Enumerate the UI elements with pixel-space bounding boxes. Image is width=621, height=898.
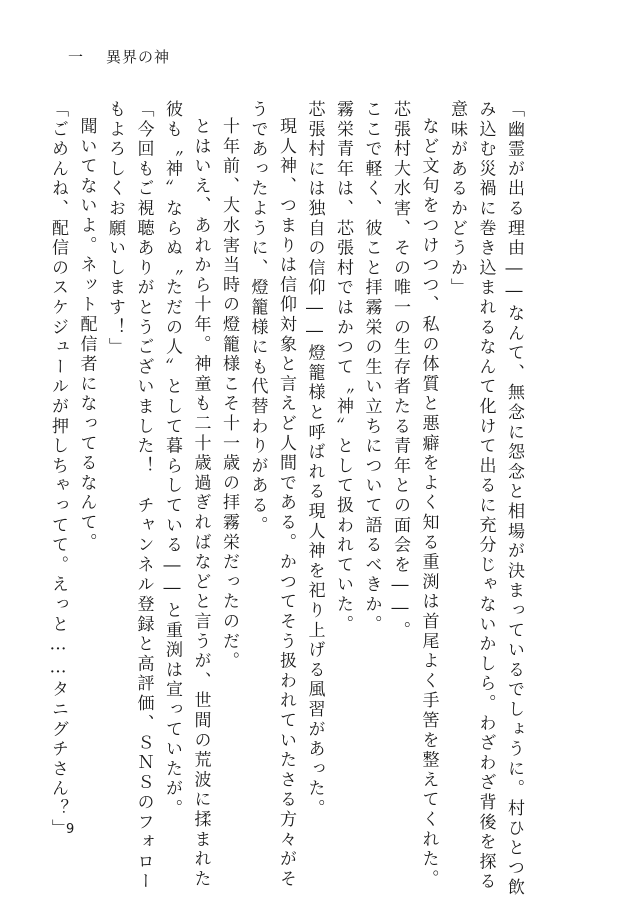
- text-line: 現人神、つまりは信仰対象と言えど人間である。かつてそう扱われていたさる方々がそ: [276, 117, 296, 890]
- body-text: [48, 100, 528, 898]
- text-line: 「今回もご視聴ありがとうございました！ チャンネル登録と高評価、ＳＮＳのフォロー: [133, 100, 154, 892]
- text-line: み込む災禍に巻き込まれるなんて化けて出るに充分じゃないかしら。わざわざ背後を探る: [475, 100, 496, 892]
- text-line: 十年前、大水害当時の燈籠様こそ十一歳の拝霧栄だったのだ。: [219, 117, 239, 672]
- text-line: 霧栄青年は、芯張村ではかつて〝神〟として扱われていた。: [333, 100, 353, 635]
- text-line: もよろしくお願いします！」: [105, 100, 125, 358]
- chapter-title: 異界の神: [106, 48, 171, 66]
- text-line: 「幽霊が出る理由――なんて、無念に怨念と相場が決まっているでしょうに。村ひとつ飲: [504, 100, 524, 898]
- text-line: とはいえ、あれから十年。神童も二十歳過ぎればなどと言うが、世間の荒波に揉まれた: [190, 117, 211, 890]
- text-line: 芯張村大水害、その唯一の生存者たる青年との面会を――。: [390, 100, 410, 641]
- text-line: 彼も〝神〟ならぬ〝ただの人〟として暮らしている――と重渕は宣っていたが。: [162, 100, 182, 819]
- text-line: ここで軽く、彼こと拝霧栄の生い立ちについて語るべきか。: [361, 100, 382, 635]
- page-number: 9: [66, 822, 75, 837]
- text-line: など文句をつけつつ、私の体質と悪癖をよく知る重渕は首尾よく手筈を整えてくれた。: [418, 117, 439, 890]
- chapter-number: 一: [68, 48, 85, 66]
- text-line: 芯張村には独自の信仰――燈籠様と呼ばれる現人神を祀り上げる風習があった。: [304, 100, 325, 819]
- text-line: 意味があるかどうか」: [447, 100, 467, 298]
- text-line: うであったように、燈籠様にも代替わりがある。: [247, 100, 268, 536]
- text-line: 「ごめんね、配信のスケジュールが押しちゃってて。えっと……タニグチさん？」: [48, 100, 68, 839]
- running-head: [68, 46, 170, 67]
- text-line: 聞いてないよ。ネット配信者になってるなんて。: [76, 117, 97, 553]
